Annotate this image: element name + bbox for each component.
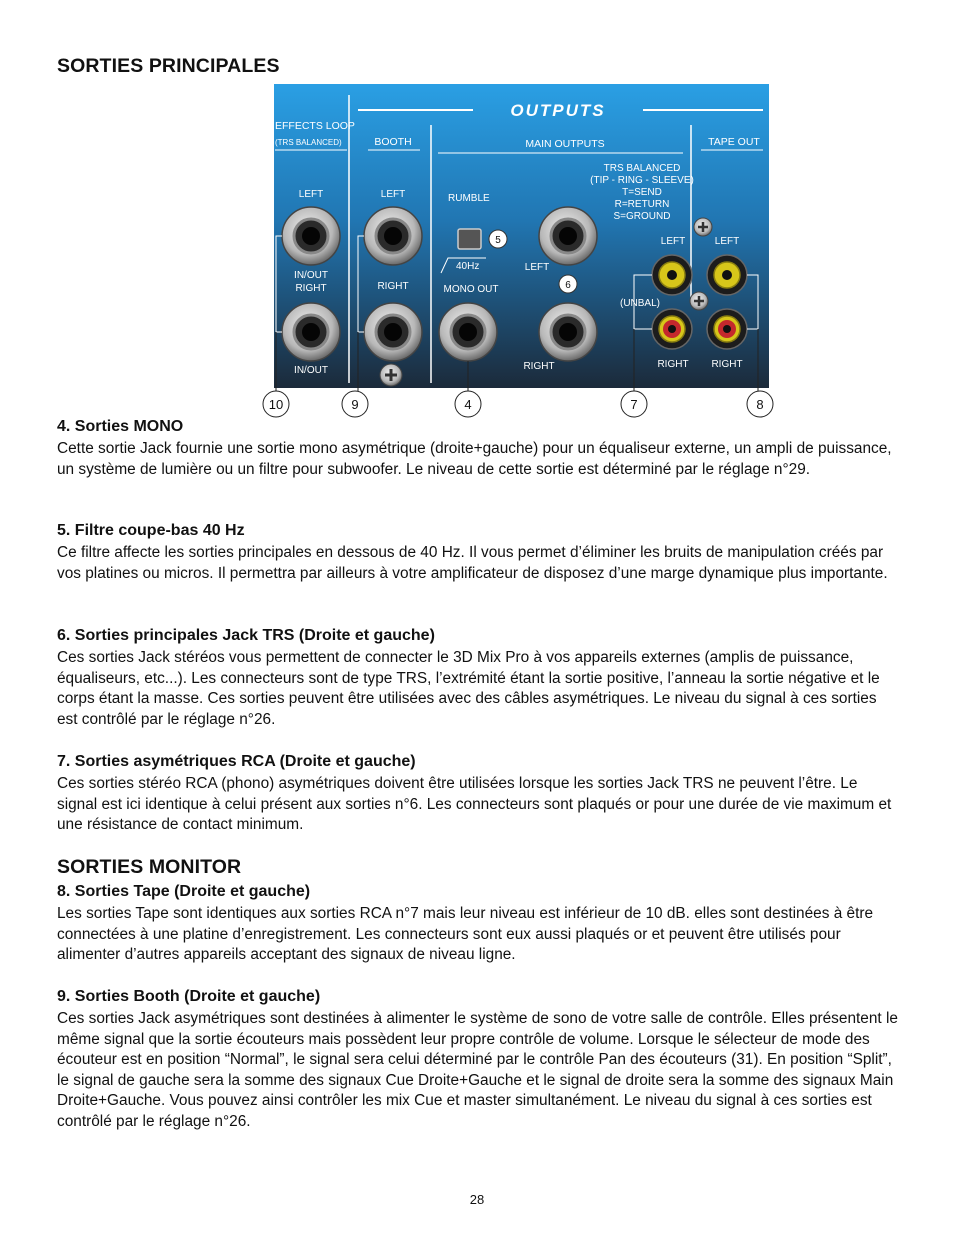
section-sorties-jack-trs [57,627,899,730]
section-sorties-mono [57,418,899,480]
trs-line: T=SEND [622,187,662,198]
rca-pin [667,270,677,280]
jack-hole-inner [384,323,402,341]
outputs-panel-svg [258,83,778,419]
jack-hole-inner [559,227,577,245]
label-trs-balanced: (TRS BALANCED) [275,138,342,147]
trs-line: R=RETURN [614,199,670,210]
jack-hole-inner [302,227,320,245]
label-tape-out: TAPE OUT [708,136,760,148]
label-left: LEFT [524,262,550,273]
section-text: Ce filtre affecte les sorties principales en dessous de 40 Hz. Il vous permet d’éliminer les bruits de manipulation créés par vos platines ou micros. Il permettra par ailleurs à votre amplificateur de disposez d’une marge dynamique plus importante. [57,544,888,582]
label-unbal: (UNBAL) [619,298,661,309]
label-booth: BOOTH [374,136,412,148]
jack-hole-inner [459,323,477,341]
callout-5-label: 5 [495,235,501,246]
label-left: LEFT [380,189,406,200]
section-title: 9. Sorties Booth (Droite et gauche) [57,988,321,1005]
label-left: LEFT [660,236,686,247]
label-in-out: IN/OUT [294,365,328,376]
label-right: RIGHT [295,283,327,294]
section-title: 7. Sorties asymétriques RCA (Droite et gauche) [57,753,416,770]
label-right: RIGHT [523,361,555,372]
label-in-out: IN/OUT [294,270,328,281]
heading-sorties-monitor: SORTIES MONITOR [57,856,242,878]
section-title: 8. Sorties Tape (Droite et gauche) [57,883,311,900]
section-title: 4. Sorties MONO [57,418,184,435]
label-mono-out: MONO OUT [443,284,499,295]
section-text: Cette sortie Jack fournie une sortie mono asymétrique (droite+gauche) pour un équaliseur externe, un ampli de puissance, un système de lumière ou un filtre pour subwoofer. Le niveau de cette sortie est déterminé par le réglage n°29. [57,440,892,478]
section-sorties-booth [57,988,899,1133]
trs-line: S=GROUND [613,211,671,222]
section-text: Ces sorties Jack asymétriques sont destinées à alimenter le système de sono de votre salle de contrôle. Elles présentent le même signal que la sortie écouteurs mais possèdent leur propre contrôle de volume. Lorsque le sélecteur de mode des écouteur est en position “Normal”, le signal sera celui déterminé par le contrôle Pan des écouteurs (31). En position “Split”, le signal de gauche sera la somme des signaux Cue Droite+Gauche et le signal de droite sera la somme des signaux Main Droite+Gauche. Vous pouvez ainsi contrôler les mix Cue et master simultanément. Le niveau du signal à ces sorties est contrôlé par le réglage n°26. [57,1010,898,1130]
page-number: 28 [469,1192,485,1207]
section-sorties-tape [57,883,899,966]
label-rumble: RUMBLE [448,193,490,204]
trs-line: TRS BALANCED [603,163,681,174]
label-40hz: 40Hz [456,261,480,272]
label-right: RIGHT [657,359,689,370]
section-text: Ces sorties Jack stéréos vous permettent de connecter le 3D Mix Pro à vos appareils externes (amplis de puissance, équaliseurs, etc...). Les connecteurs sont de type TRS, l’extrémité étant la sortie positive, l’anneau la sortie négative et le corps étant la masse. Ces sorties peuvent être utilisées avec des câbles asymétriques. Le niveau du signal à ces sorties est contrôlé par le réglage n°26. [57,649,880,728]
callout-8-label: 8 [756,397,764,412]
section-title: 5. Filtre coupe-bas 40 Hz [57,522,245,539]
section-filtre-coupe-bas [57,522,899,584]
trs-line: (TIP - RING - SLEEVE) [590,175,694,186]
outputs-panel-diagram [258,83,778,419]
rca-pin [722,270,732,280]
label-main-outputs: MAIN OUTPUTS [525,138,605,150]
label-left: LEFT [714,236,740,247]
section-sorties-rca [57,753,899,836]
jack-hole-inner [302,323,320,341]
callout-4-label: 4 [464,397,472,412]
heading-sorties-principales: SORTIES PRINCIPALES [57,55,280,77]
rca-pin [723,325,731,333]
callout-9-label: 9 [351,397,359,412]
rumble-switch-button [458,229,481,249]
jack-hole-inner [559,323,577,341]
callout-7-label: 7 [630,397,638,412]
label-right: RIGHT [377,281,409,292]
rca-pin [668,325,676,333]
section-text: Ces sorties stéréo RCA (phono) asymétriques doivent être utilisées lorsque les sorties Jack TRS ne peuvent l’être. Le signal est ici identique à celui présent aux sorties n°6. Les connecteurs sont plaqués or pour une durée de vie maximum et une résistance de contact minimum. [57,775,892,834]
label-right: RIGHT [711,359,743,370]
section-text: Les sorties Tape sont identiques aux sorties RCA n°7 mais leur niveau est inférieur de 10 dB. elles sont destinées à être connectées à une platine d’enregistrement. Les connecteurs sont eux aussi plaqués or et peuvent être utilisés pour alimenter d’autres appareils acceptant des signaux de niveau ligne. [57,905,874,964]
callout-10-label: 10 [268,397,284,412]
label-effects-loop: EFFECTS LOOP [275,120,355,132]
outputs-title: OUTPUTS [510,101,606,120]
jack-hole-inner [384,227,402,245]
section-title: 6. Sorties principales Jack TRS (Droite et gauche) [57,627,435,644]
callout-6-label: 6 [565,280,571,291]
label-left: LEFT [298,189,324,200]
